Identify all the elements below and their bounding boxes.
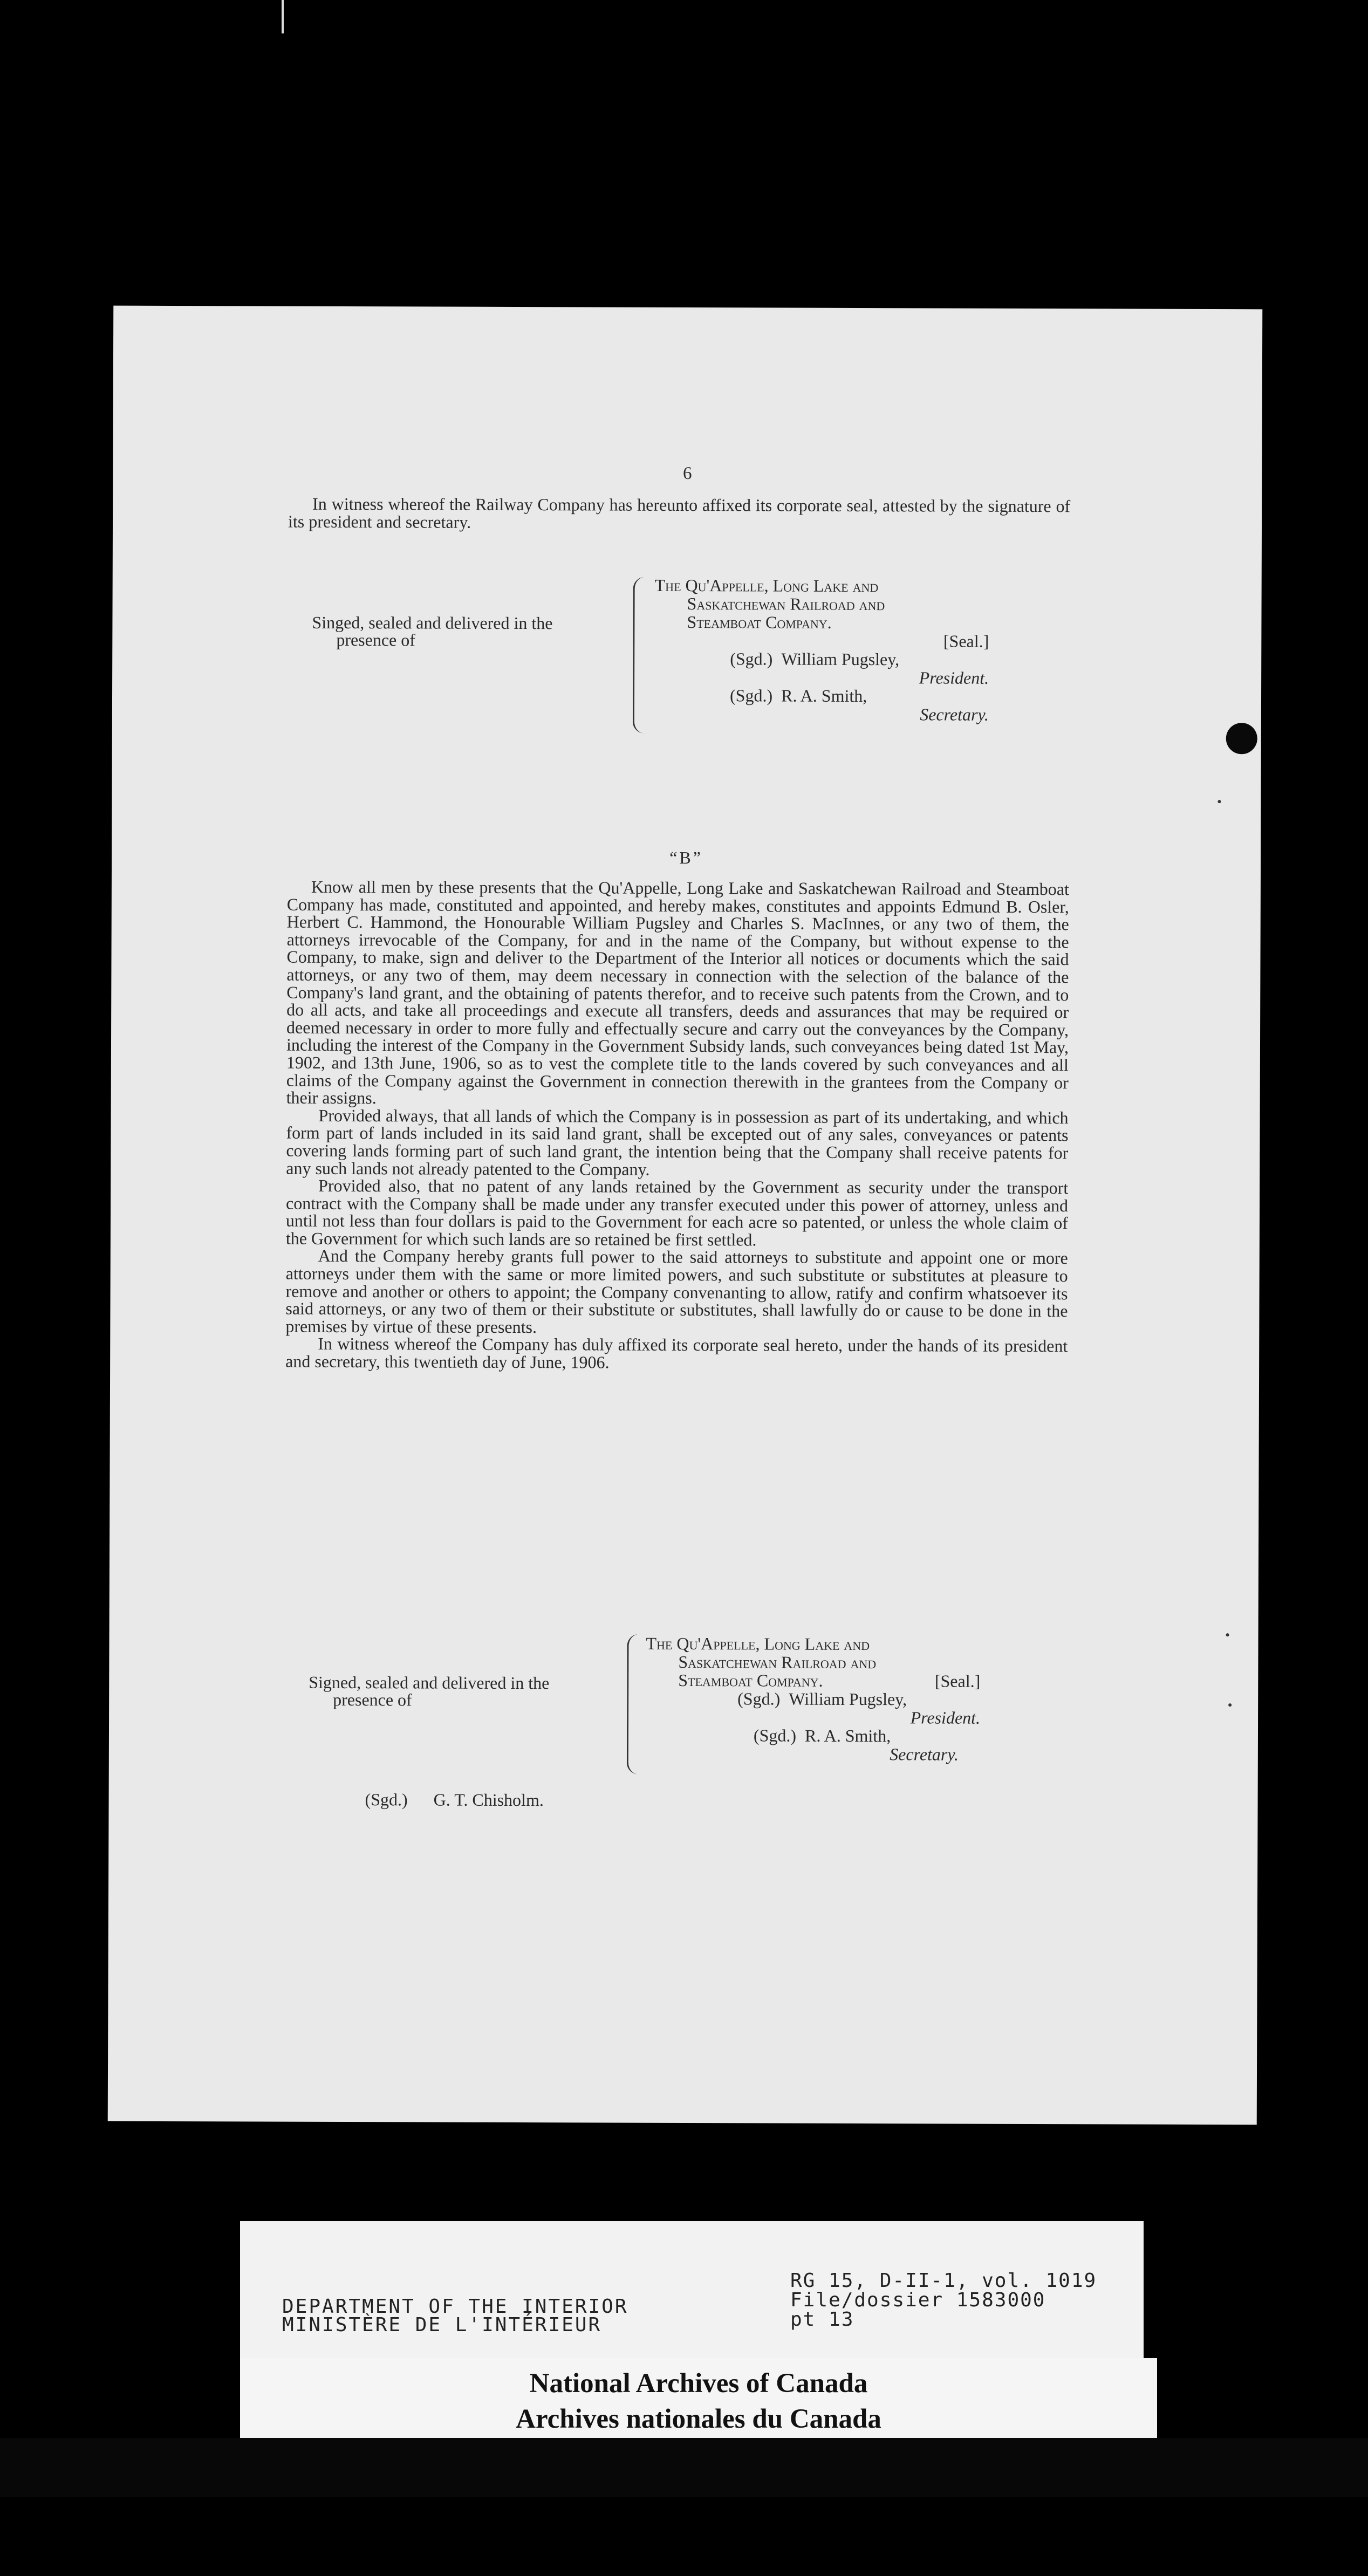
sig2-secretary-title: Secretary.	[890, 1744, 959, 1764]
department-fr: MINISTÈRE DE L'INTÉRIEUR	[282, 2314, 602, 2336]
body-paragraph: And the Company hereby grants full power to the said attorneys to substitute and appoint one or more attorneys under them with the same or more limited powers, and such substitute or substitutes at pleasure to remove and another or others to appoint; the Company convenanting to allow, ratify and confirm whatsoever its said attorneys, or any two of them or their substitute or substitutes, shall lawfully do or cause to be done in the premises by virtue of these presents.	[285, 1246, 1068, 1337]
punch-hole	[1226, 723, 1257, 754]
sig1-president-line: (Sgd.) William Pugsley,	[730, 649, 900, 669]
reference-file: File/dossier 1583000	[790, 2289, 1046, 2311]
speck	[1226, 1633, 1229, 1636]
reference-part: pt 13	[790, 2308, 854, 2331]
archive-reference-label	[240, 2221, 1144, 2360]
reference-record-group: RG 15, D-II-1, vol. 1019	[790, 2270, 1097, 2292]
sig2-company-line1: The Qu'Appelle, Long Lake and	[646, 1633, 870, 1654]
sig2-signatories	[646, 1634, 981, 1764]
sig2-company-line2: Saskatchewan Railroad and	[678, 1652, 877, 1673]
sig1-secretary-line: (Sgd.) R. A. Smith,	[729, 686, 867, 706]
witness-paragraph: In witness whereof the Railway Company has hereunto affixed its corporate seal, attested by the signature of its president and secretary.	[288, 494, 1071, 532]
sig2-president-line: (Sgd.) William Pugsley,	[737, 1689, 907, 1709]
sig1-company-line2: Saskatchewan Railroad and	[687, 594, 885, 614]
sig1-brace	[633, 577, 648, 734]
body-paragraph: In witness whereof the Company has duly affixed its corporate seal hereto, under the hands of its president and secretary, this twentieth day of June, 1906.	[285, 1334, 1068, 1372]
sig1-seal: [Seal.]	[943, 631, 989, 651]
sig2-brace	[627, 1634, 642, 1775]
speck	[1217, 800, 1221, 803]
sig1-delivered-text: Singed, sealed and delivered in the presence of	[312, 612, 553, 650]
film-band	[0, 2438, 1368, 2497]
speck	[1228, 1703, 1232, 1707]
body-paragraph: Provided also, that no patent of any lands retained by the Government as security under the transport contract with the Company shall be made under any transfer executed under this power of attorney, unless and until not less than four dollars is paid to the Government for each acre so patented, or unless the whole claim of the Government for which such lands are so retained be first settled.	[285, 1175, 1069, 1250]
sig2-company-line3: Steamboat Company. [Seal.]	[678, 1670, 981, 1691]
department-en: DEPARTMENT OF THE INTERIOR	[282, 2296, 628, 2318]
page-number: 6	[683, 463, 692, 484]
sig2-secretary-line: (Sgd.) R. A. Smith,	[753, 1725, 891, 1746]
sig1-signatories	[654, 576, 989, 724]
witness-signature: (Sgd.) G. T. Chisholm.	[365, 1790, 544, 1810]
section-heading-b: “B”	[669, 847, 703, 868]
sig2-president-title: President.	[910, 1708, 981, 1728]
sig2-delivered-text: Signed, sealed and delivered in the presence of	[309, 1672, 550, 1710]
archive-name-en: National Archives of Canada	[529, 2368, 868, 2399]
film-mark	[282, 0, 284, 33]
sig1-company-line1: The Qu'Appelle, Long Lake and	[654, 575, 879, 596]
sig1-secretary-title: Secretary.	[920, 704, 989, 724]
power-of-attorney-body	[285, 878, 1069, 1373]
sig1-company-line3: Steamboat Company.	[687, 612, 832, 632]
body-paragraph: Know all men by these presents that the Qu'Appelle, Long Lake and Saskatchewan Railroad and Steamboat Company has made, constituted and appointed, and hereby makes, constitutes and appoints Edmund B. Osler, Herbert C. Hammond, the Honourable William Pugsley and Charles S. MacInnes, or any two of them, the attorneys irrevocable of the Company, for and in the name of the Company, but without expense to the Company, to make, sign and deliver to the Department of the Interior all notices or documents which the said attorneys, or any two of them, may deem necessary in connection with the selection of the balance of the Company's land grant, and the obtaining of patents therefor, and to receive such patents from the Crown, and to do all acts, and take all proceedings and execute all transfers, deeds and assurances that may be required or deemed necessary in order to more fully and effectually secure and carry out the conveyances by the Company, including the interest of the Company in the Government Subsidy lands, such conveyances being dated 1st May, 1902, and 13th June, 1906, so as to vest the complete title to the lands covered by such conveyances and all claims of the Company against the Government in connection therewith in the grantees from the Company or their assigns.	[286, 876, 1069, 1108]
document-page	[108, 306, 1263, 2125]
sig1-president-title: President.	[919, 668, 989, 688]
body-paragraph: Provided always, that all lands of which the Company is in possession as part of its undertaking, and which form part of lands included in its said land grant, shall be excepted out of any sales, conveyances or patents covering lands forming part of such land grant, the intention being that the Company shall receive patents for any such lands not already patented to the Company.	[286, 1105, 1069, 1179]
archive-name-fr: Archives nationales du Canada	[516, 2404, 881, 2434]
